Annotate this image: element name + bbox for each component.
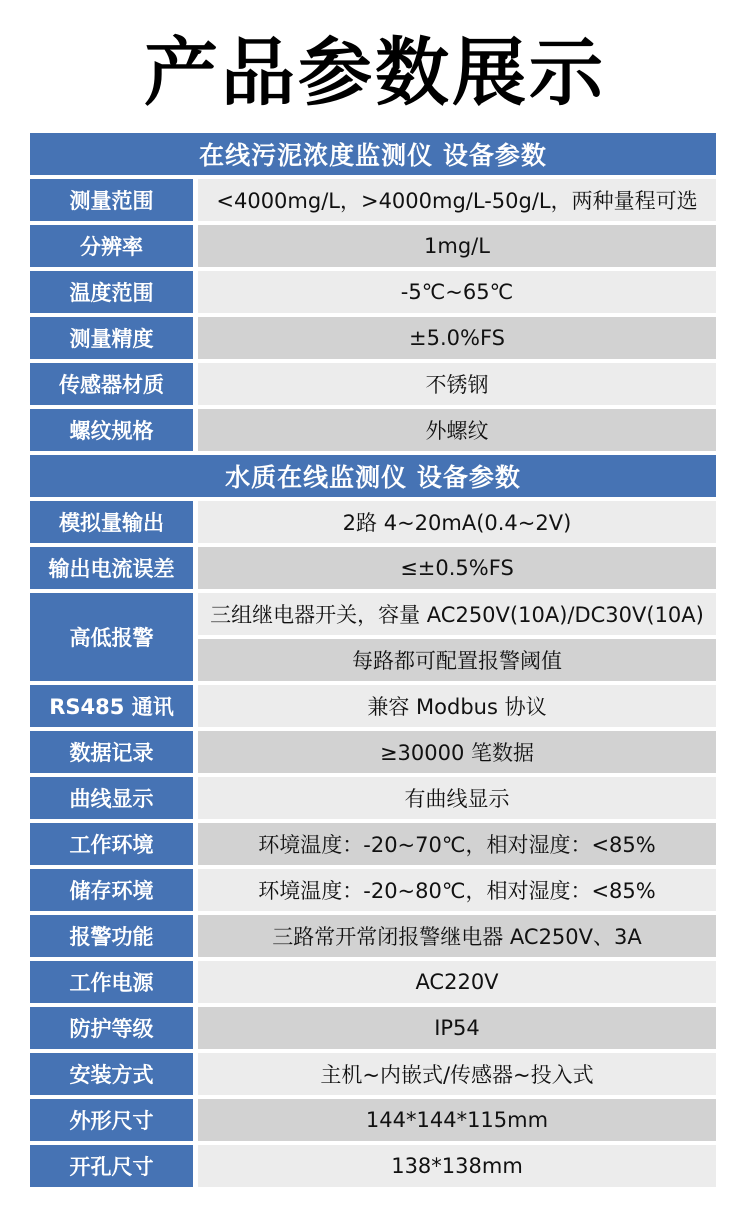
param-values <box>198 731 716 773</box>
param-label: 工作电源 <box>30 961 193 1003</box>
param-row <box>30 961 716 1003</box>
param-value: 不锈钢 <box>198 363 716 405</box>
param-row <box>30 363 716 405</box>
param-row <box>30 915 716 957</box>
param-value: 主机~内嵌式/传感器~投入式 <box>198 1053 716 1095</box>
param-row <box>30 547 716 589</box>
param-label: 数据记录 <box>30 731 193 773</box>
param-value: 有曲线显示 <box>198 777 716 819</box>
param-label: 储存环境 <box>30 869 193 911</box>
param-value: IP54 <box>198 1007 716 1049</box>
param-values <box>198 593 716 681</box>
param-row <box>30 1145 716 1187</box>
param-values <box>198 225 716 267</box>
param-label: 外形尺寸 <box>30 1099 193 1141</box>
param-value: -5℃~65℃ <box>198 271 716 313</box>
param-values <box>198 1053 716 1095</box>
param-values <box>198 501 716 543</box>
param-value: ≤±0.5%FS <box>198 547 716 589</box>
param-row <box>30 1099 716 1141</box>
param-value: 环境温度：-20~70℃，相对湿度：<85% <box>198 823 716 865</box>
param-label: 高低报警 <box>30 593 193 681</box>
param-label: 防护等级 <box>30 1007 193 1049</box>
param-value: 三组继电器开关，容量 AC250V(10A)/DC30V(10A) <box>198 593 716 635</box>
param-label: 温度范围 <box>30 271 193 313</box>
param-label: 输出电流误差 <box>30 547 193 589</box>
param-label: RS485 通讯 <box>30 685 193 727</box>
param-values <box>198 363 716 405</box>
param-values <box>198 869 716 911</box>
param-row <box>30 1053 716 1095</box>
param-label: 模拟量输出 <box>30 501 193 543</box>
section-header: 水质在线监测仪 设备参数 <box>30 455 716 497</box>
param-values <box>198 179 716 221</box>
param-row <box>30 501 716 543</box>
param-label: 螺纹规格 <box>30 409 193 451</box>
param-label: 安装方式 <box>30 1053 193 1095</box>
param-values <box>198 1145 716 1187</box>
param-value: 144*144*115mm <box>198 1099 716 1141</box>
param-row <box>30 271 716 313</box>
param-row <box>30 317 716 359</box>
param-value: 1mg/L <box>198 225 716 267</box>
param-values <box>198 1099 716 1141</box>
param-label: 曲线显示 <box>30 777 193 819</box>
param-value: <4000mg/L，>4000mg/L-50g/L，两种量程可选 <box>198 179 716 221</box>
param-label: 传感器材质 <box>30 363 193 405</box>
param-label: 分辨率 <box>30 225 193 267</box>
section-header: 在线污泥浓度监测仪 设备参数 <box>30 133 716 175</box>
page-title: 产品参数展示 <box>144 29 606 116</box>
param-row <box>30 179 716 221</box>
param-values <box>198 777 716 819</box>
param-values <box>198 961 716 1003</box>
param-label: 工作环境 <box>30 823 193 865</box>
param-values <box>198 1007 716 1049</box>
param-row <box>30 225 716 267</box>
param-label: 测量范围 <box>30 179 193 221</box>
param-values <box>198 685 716 727</box>
param-values <box>198 823 716 865</box>
param-value: 2路 4~20mA(0.4~2V) <box>198 501 716 543</box>
param-value: 每路都可配置报警阈值 <box>198 639 716 681</box>
param-value: 环境温度：-20~80℃，相对湿度：<85% <box>198 869 716 911</box>
param-values <box>198 409 716 451</box>
param-value: AC220V <box>198 961 716 1003</box>
param-row <box>30 823 716 865</box>
param-values <box>198 915 716 957</box>
spec-table <box>30 133 716 1187</box>
param-label: 开孔尺寸 <box>30 1145 193 1187</box>
param-row <box>30 731 716 773</box>
param-value: 兼容 Modbus 协议 <box>198 685 716 727</box>
param-row <box>30 685 716 727</box>
param-value: ≥30000 笔数据 <box>198 731 716 773</box>
param-value: ±5.0%FS <box>198 317 716 359</box>
param-value: 外螺纹 <box>198 409 716 451</box>
param-value: 138*138mm <box>198 1145 716 1187</box>
param-row <box>30 409 716 451</box>
param-row <box>30 869 716 911</box>
param-value: 三路常开常闭报警继电器 AC250V、3A <box>198 915 716 957</box>
param-values <box>198 317 716 359</box>
param-row <box>30 1007 716 1049</box>
param-label: 报警功能 <box>30 915 193 957</box>
param-label: 测量精度 <box>30 317 193 359</box>
param-values <box>198 271 716 313</box>
param-row <box>30 593 716 681</box>
param-values <box>198 547 716 589</box>
param-row <box>30 777 716 819</box>
